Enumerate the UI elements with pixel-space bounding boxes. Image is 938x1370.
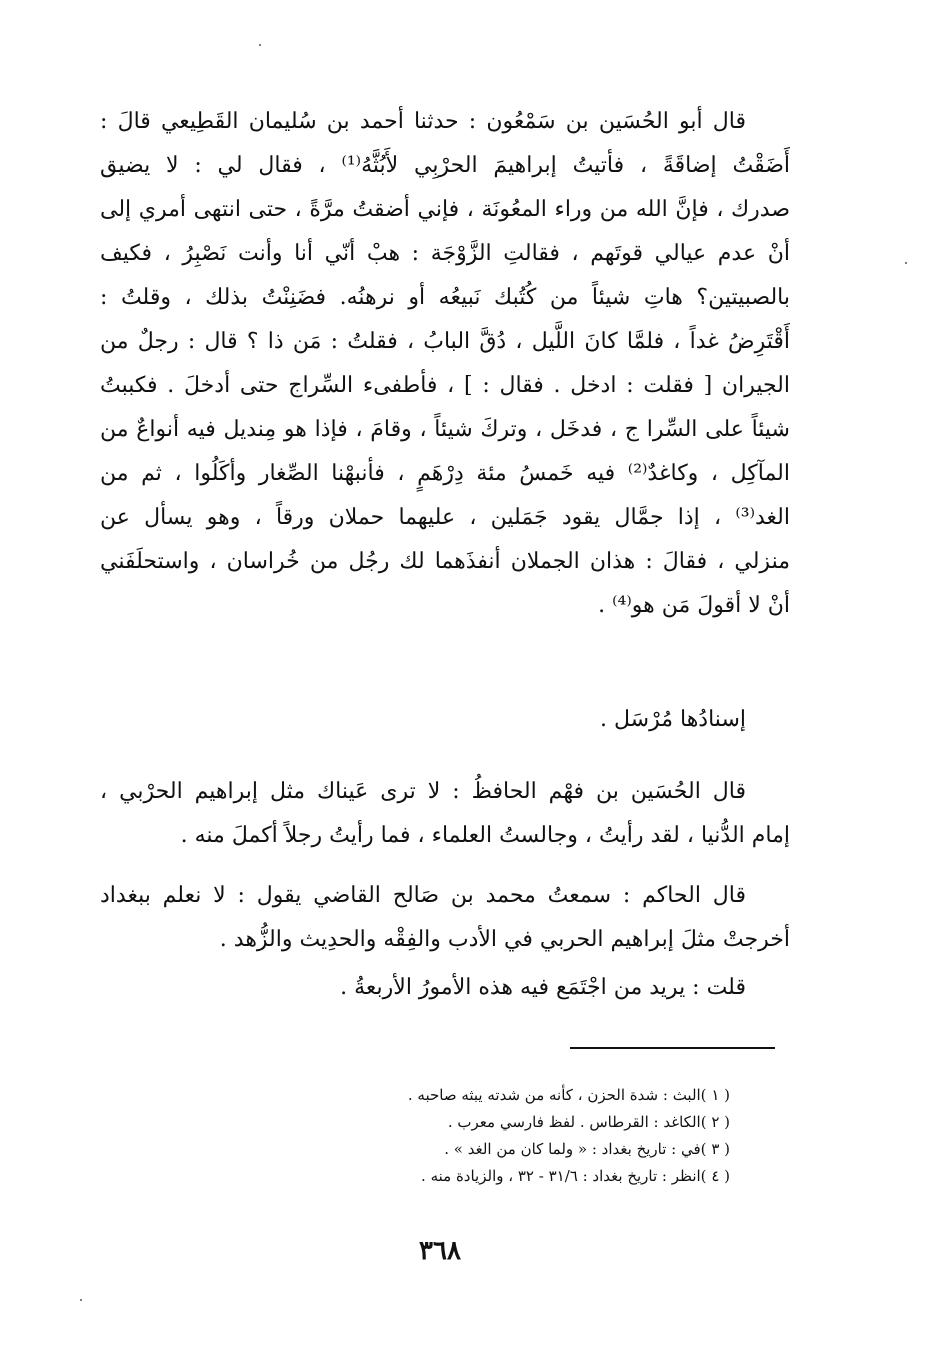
footnote: ( ٢ )الكاغد : القرطاس . لفظ فارسي معرب . [447, 1113, 730, 1131]
footnotes [300, 1082, 730, 1190]
scan-speck [905, 262, 907, 264]
text-line: صدرك ، فإنَّ الله من وراء المعُونَة ، فإني أضقتُ مرَّةً ، حتى انتهى أمري إلى [100, 197, 790, 222]
footnote: ( ٤ )انظر : تاريخ بغداد : ٣١/٦ - ٣٢ ، والزيادة منه . [421, 1167, 730, 1185]
text-line: أنْ عدم عيالي قوتَهم ، فقالتِ الزَّوْجَة : هبْ أنّي أنا وأنت نَصْبِرُ ، فكيف [100, 241, 790, 266]
text-line: قلت : يريد من اجْتَمَع فيه هذه الأمورُ الأربعةُ . [340, 975, 746, 1000]
footnote: ( ٣ )في : تاريخ بغداد : « ولما كان من الغد » . [444, 1140, 730, 1158]
text-line: شيئاً على السِّرا ج ، فدخَل ، وتركَ شيئاً ، وقامَ ، فإذا هو مِنديل فيه أنواعٌ من [100, 417, 790, 442]
text-line: المآكِل ، وكاغدٌ⁽²⁾ فيه خَمسُ مئة دِرْهَمٍ ، فأنبهْنا الصِّغار وأكَلُوا ، ثم من [100, 461, 790, 486]
text-line: أَضَقْتُ إضاقَةً ، فأتيتُ إبراهيمَ الحرْبِي لأَبُثَّهُ⁽¹⁾ ، فقال لي : لا يضيق [100, 153, 790, 178]
paragraph-quote-fahm [100, 770, 790, 858]
footnote: ( ١ )البث : شدة الحزن ، كأنه من شدته يبثه صاحبه . [407, 1086, 730, 1104]
text-line: قال الحُسَين بن فهْم الحافظُ : لا ترى عَيناك مثل إبراهيم الحرْبي ، [100, 779, 746, 804]
paragraph-isnad [100, 698, 790, 742]
footnote-separator [570, 1047, 775, 1049]
page-number: ٣٦٨ [419, 1236, 461, 1266]
text-line: أَقْتَرِضُ غداً ، فلمَّا كانَ اللَّيل ، دُقَّ البابُ ، فقلتُ : مَن ذا ؟ قال : رجلٌ من [100, 329, 790, 354]
paragraph-comment [100, 966, 790, 1010]
text-line: الجيران [ فقلت : ادخل . فقال : ] ، فأطفىء السِّراج حتى أدخلَ . فكببتُ [100, 373, 790, 398]
scan-speck [80, 1299, 82, 1301]
scan-speck [259, 44, 261, 46]
text-line: قال الحاكم : سمعتُ محمد بن صَالح القاضي يقول : لا نعلم ببغداد [100, 883, 746, 908]
paragraph-quote-hakim [100, 874, 790, 962]
paragraph-story [100, 100, 790, 628]
text-line: أخرجتْ مثلَ إبراهيم الحربي في الأدب والفِقْه والحدِيث والزُّهد . [219, 927, 790, 952]
text-line: منزلي ، فقالَ : هذان الجملان أنفذَهما لك رجُل من خُراسان ، واستحلَفَني [100, 549, 790, 574]
text-line: أنْ لا أقولَ مَن هو⁽⁴⁾ . [598, 593, 790, 618]
text-line: إسنادُها مُرْسَل . [600, 707, 746, 732]
text-line: إمام الدُّنيا ، لقد رأيتُ ، وجالستُ العلماء ، فما رأيتُ رجلاً أكملَ منه . [180, 823, 790, 848]
text-line: بالصبيتين؟ هاتِ شيئاً من كُتُبك نَبيعُه أو نرهنُه. فضَنِنْتُ بذلك ، وقلتُ : [100, 285, 790, 310]
text-line: الغد⁽³⁾ ، إذا جمَّال يقود جَمَلين ، عليهما حملان ورقاً ، وهو يسأل عن [100, 505, 790, 530]
text-line: قال أبو الحُسَين بن سَمْعُون : حدثنا أحمد بن سُليمان القَطِيعي قالَ : [100, 109, 746, 134]
